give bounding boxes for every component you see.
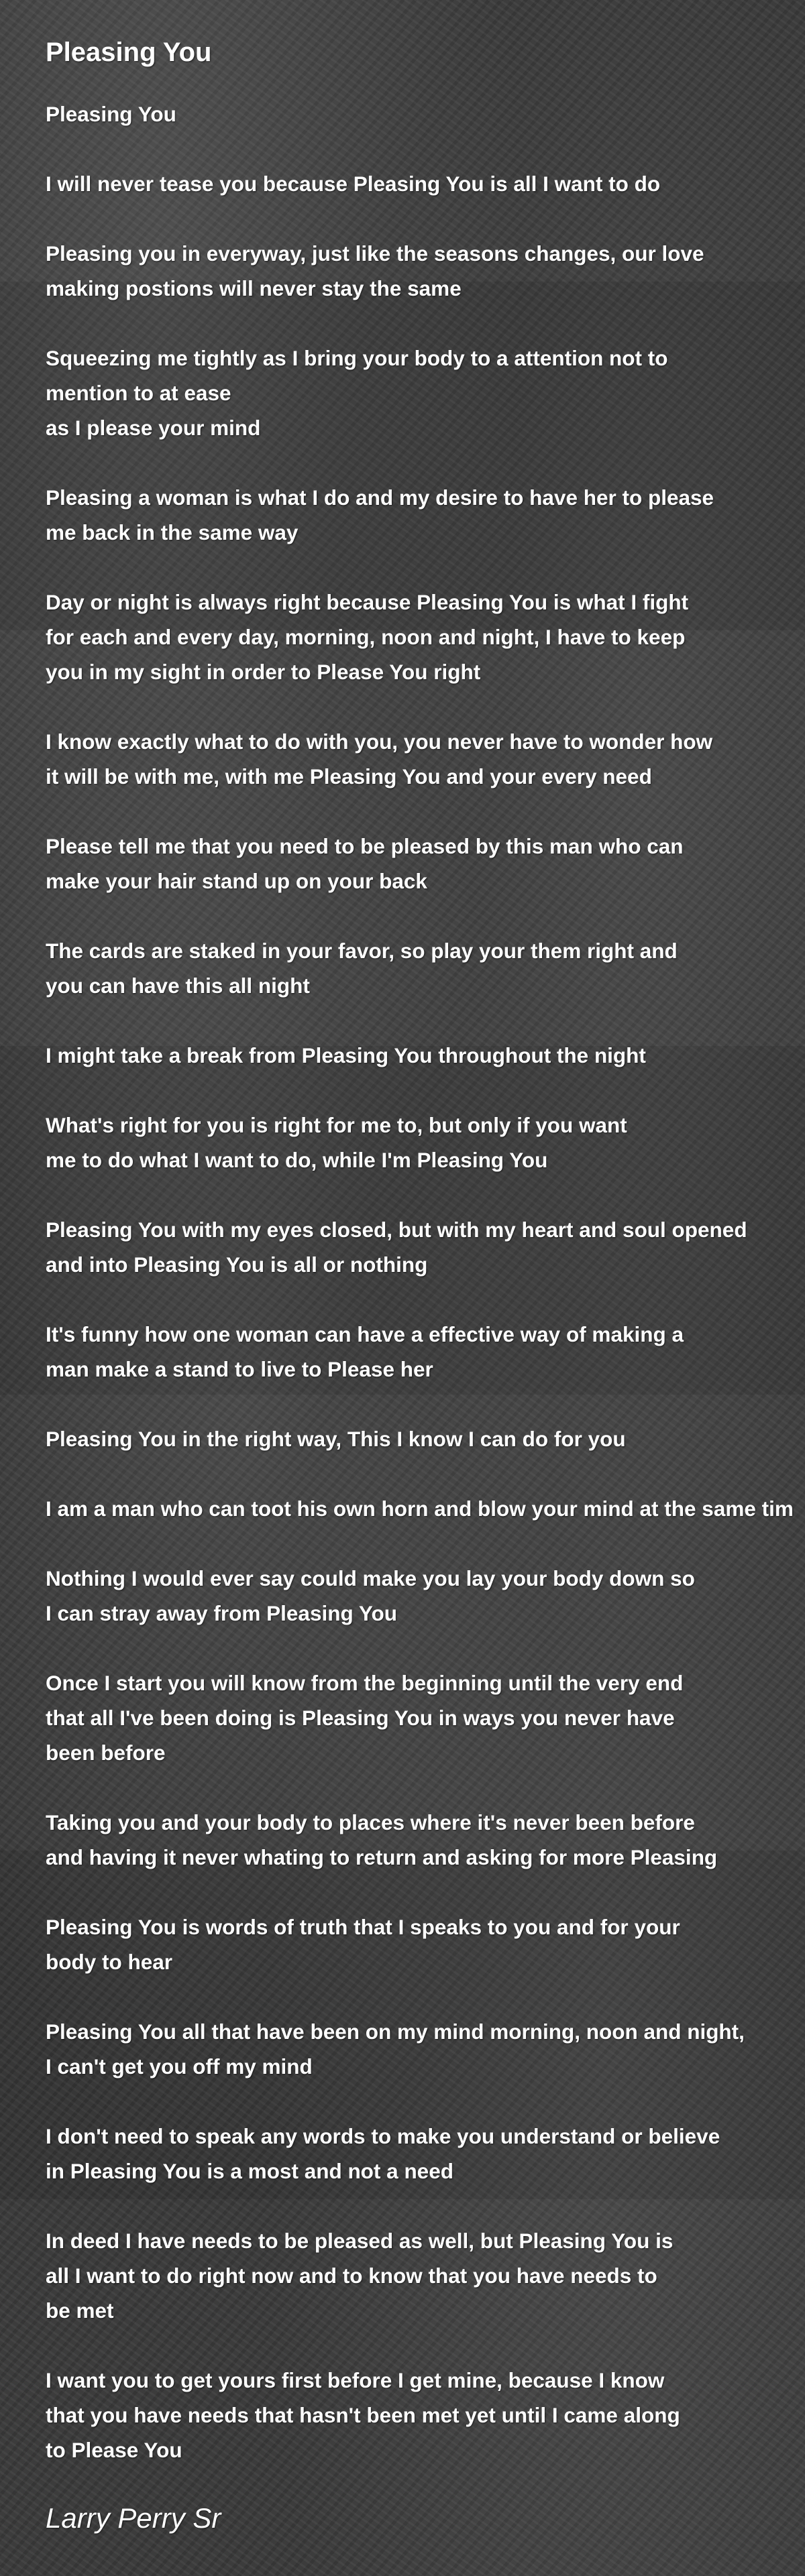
poem-author: Larry Perry Sr xyxy=(46,2502,221,2534)
poem-stanza: I might take a break from Pleasing You throughout the night xyxy=(46,1043,646,1067)
poem-stanza: Nothing I would ever say could make you lay your body down so I can stray away from Pleasing You xyxy=(46,1566,695,1625)
poem-stanza: Pleasing a woman is what I do and my desire to have her to please me back in the same way xyxy=(46,485,714,544)
poem-stanza: Pleasing You with my eyes closed, but with my heart and soul opened and into Pleasing You is all or nothing xyxy=(46,1218,747,1277)
poem-stanza: Pleasing You xyxy=(46,102,176,126)
poem-stanza: In deed I have needs to be pleased as well, but Pleasing You is all I want to do right now and to know that you have needs to be met xyxy=(46,2229,674,2323)
poem-stanza: Pleasing You is words of truth that I speaks to you and for your body to hear xyxy=(46,1915,680,1974)
poem-stanza: Please tell me that you need to be pleased by this man who can make your hair stand up on your back xyxy=(46,834,684,893)
poem-stanza: It's funny how one woman can have a effective way of making a man make a stand to live to Please her xyxy=(46,1322,684,1381)
poem-stanza: Day or night is always right because Pleasing You is what I fight for each and every day, morning, noon and night, I have to keep you in my sight in order to Please You right xyxy=(46,590,689,684)
poem-stanza: Taking you and your body to places where it's never been before and having it never whating to return and asking for more Pleasing xyxy=(46,1810,718,1869)
poem-title: Pleasing You xyxy=(46,38,212,67)
poem-stanza: Squeezing me tightly as I bring your body to a attention not to mention to at ease as I please your mind xyxy=(46,346,668,440)
poem-stanza: Pleasing You in the right way, This I know I can do for you xyxy=(46,1427,626,1451)
poem-stanza: I will never tease you because Pleasing You is all I want to do xyxy=(46,172,661,196)
poem-stanza: I want you to get yours first before I get mine, because I know that you have needs that hasn't been met yet until I came along to Please You xyxy=(46,2368,680,2462)
poem-stanza: Pleasing You all that have been on my mind morning, noon and night, I can't get you off my mind xyxy=(46,2019,745,2079)
poem-stanza: What's right for you is right for me to, but only if you want me to do what I want to do, while I'm Pleasing You xyxy=(46,1113,627,1172)
poem-stanza: Once I start you will know from the beginning until the very end that all I've been doing is Pleasing You in ways you never have been before xyxy=(46,1671,684,1765)
poem-stanza: I know exactly what to do with you, you never have to wonder how it will be with me, with me Pleasing You and your every need xyxy=(46,729,713,788)
poem-stanza: I don't need to speak any words to make you understand or believe in Pleasing You is a most and not a need xyxy=(46,2124,720,2183)
poem-stanza: I am a man who can toot his own horn and blow your mind at the same tim xyxy=(46,1497,794,1521)
poem-stanza: The cards are staked in your favor, so play your them right and you can have this all night xyxy=(46,939,678,998)
poem-stanza: Pleasing you in everyway, just like the seasons changes, our love making postions will never stay the same xyxy=(46,241,704,300)
